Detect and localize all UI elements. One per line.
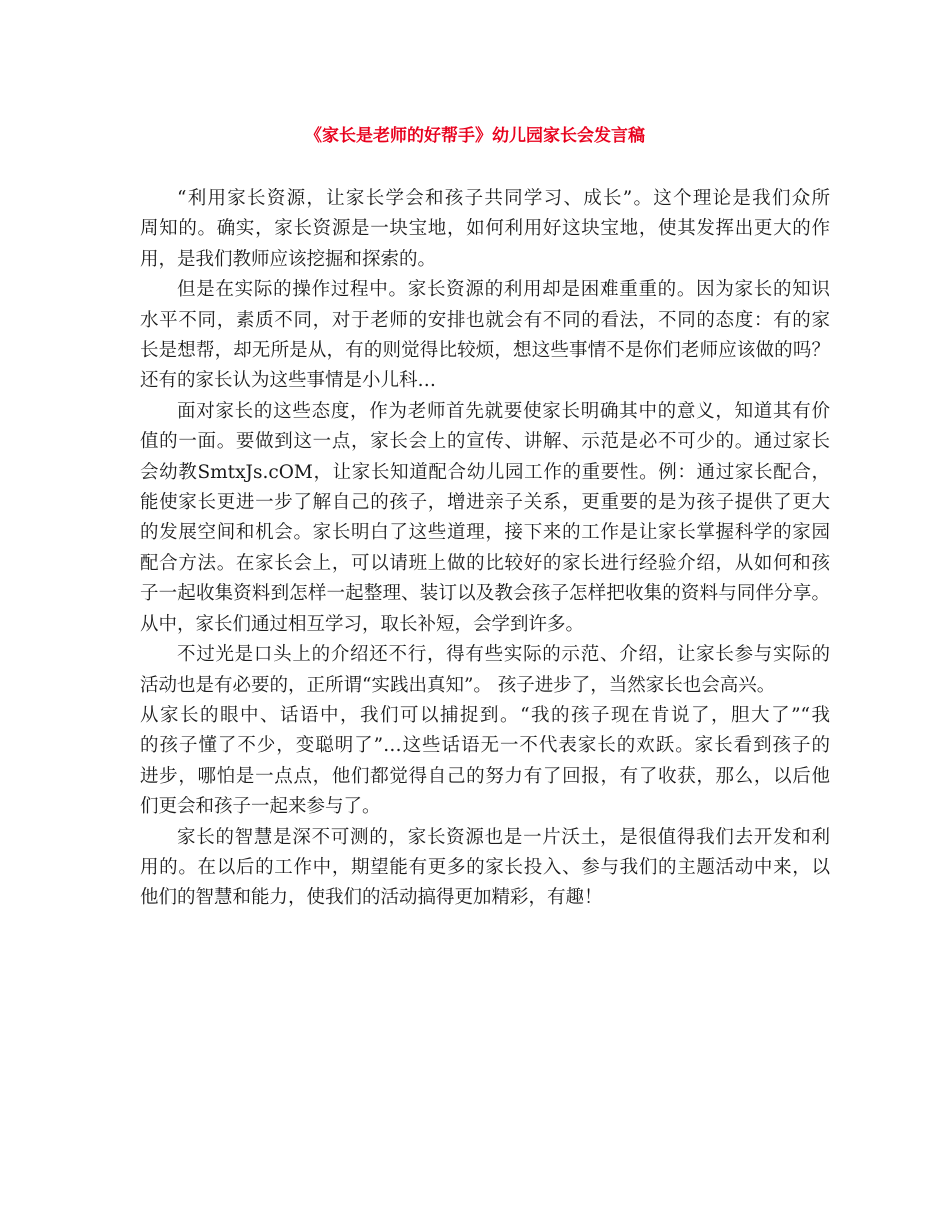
text-line: 他们的智慧和能力，使我们的活动搞得更加精彩，有趣！ [140,887,603,909]
text-line: 会幼教SmtxJs.cOM，让家长知道配合幼儿园工作的重要性。例：通过家长配合， [140,461,830,483]
text-line: 们更会和孩子一起来参与了。 [140,796,381,818]
text-line: 能使家长更进一步了解自己的孩子，增进亲子关系，更重要的是为孩子提供了更大 [140,492,830,514]
text-line: 面对家长的这些态度，作为老师首先就要使家长明确其中的意义，知道其有价 [177,400,830,422]
text-line: 但是在实际的操作过程中。家长资源的利用却是困难重重的。因为家长的知识 [177,279,830,301]
text-line: “利用家长资源，让家长学会和孩子共同学习、成长”。这个理论是我们众所 [177,188,830,209]
paragraph-3 [140,397,830,640]
text-line: 值的一面。要做到这一点，家长会上的宣传、讲解、示范是必不可少的。通过家长 [140,431,830,453]
text-line: 用的。在以后的工作中，期望能有更多的家长投入、参与我们的主题活动中来，以 [140,856,830,878]
text-line: 还有的家长认为这些事情是小儿科… [140,370,437,392]
text-line: 长是想帮，却无所是从，有的则觉得比较烦，想这些事情不是你们老师应该做的吗？ [140,340,830,362]
text-line: 子一起收集资料到怎样一起整理、装订以及教会孩子怎样把收集的资料与同伴分享。 [140,583,830,605]
paragraph-2 [140,275,830,397]
text-line: 周知的。确实，家长资源是一块宝地，如何利用好这块宝地，使其发挥出更大的作 [140,218,830,240]
text-line: 的孩子懂了不少，变聪明了”…这些话语无一不代表家长的欢跃。家长看到孩子的 [140,735,830,757]
text-line: 从家长的眼中、话语中，我们可以捕捉到。“我的孩子现在肯说了，胆大了”“我 [140,704,830,726]
paragraph-1 [140,184,830,275]
text-line: 配合方法。在家长会上，可以请班上做的比较好的家长进行经验介绍，从如何和孩 [140,552,830,574]
text-line: 家长的智慧是深不可测的，家长资源也是一片沃土，是很值得我们去开发和利 [177,826,830,848]
paragraph-4 [140,640,830,822]
text-line: 从中，家长们通过相互学习，取长补短，会学到许多。 [140,613,585,635]
document-title: 《家长是老师的好帮手》幼儿园家长会发言稿 [305,126,645,146]
text-line: 的发展空间和机会。家长明白了这些道理，接下来的工作是让家长掌握科学的家园 [140,522,830,544]
text-line: 活动也是有必要的，正所谓“实践出真知”。 孩子进步了，当然家长也会高兴。 [140,674,776,696]
text-line: 水平不同，素质不同，对于老师的安排也就会有不同的看法，不同的态度：有的家 [140,309,830,331]
document-body [140,184,830,914]
text-line: 用，是我们教师应该挖掘和探索的。 [140,248,437,270]
paragraph-5 [140,823,830,914]
text-line: 不过光是口头上的介绍还不行，得有些实际的示范、介绍，让家长参与实际的 [177,644,830,666]
text-line: 进步，哪怕是一点点，他们都觉得自己的努力有了回报，有了收获，那么，以后他 [140,765,830,787]
